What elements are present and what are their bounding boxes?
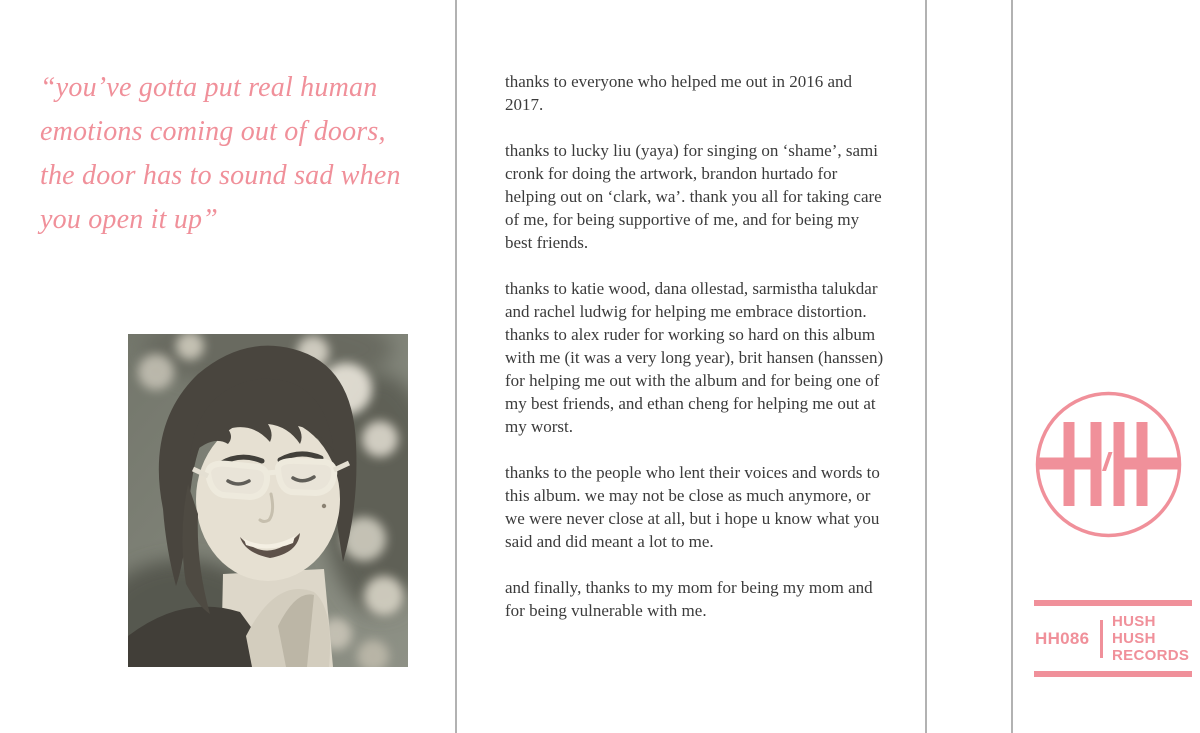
label-name-line1: HUSH HUSH — [1112, 613, 1156, 647]
hush-hush-records-logo-icon — [1034, 391, 1183, 540]
pull-quote-line: emotions coming out of doors, — [40, 116, 386, 147]
catalog-number: HH086 — [1035, 628, 1090, 648]
thank-you-notes — [505, 70, 887, 645]
thanks-paragraph: thanks to katie wood, dana ollestad, sarmistha talukdar and rachel ludwig for helping me embrace distortion. thanks to alex ruder for working so hard on this album with me (it was a very long year), brit hansen (hanssen) for helping me out with the album and for being one of my best friends, and ethan cheng for helping me out at my worst. — [505, 279, 884, 436]
artist-portrait-illustration — [128, 334, 408, 667]
label-name-line2: RECORDS — [1112, 647, 1190, 664]
page-divider-middle — [925, 0, 927, 733]
thanks-paragraph: thanks to the people who lent their voices and words to this album. we may not be close as much anymore, or we were never close at all, but i hope u know what you said and did meant a lot to me. — [505, 463, 880, 551]
pull-quote-line: you open it up” — [40, 204, 218, 235]
page-divider-right — [1011, 0, 1013, 733]
pull-quote — [40, 66, 430, 242]
label-name — [1112, 613, 1192, 664]
pull-quote-line: the door has to sound sad when — [40, 160, 401, 191]
thanks-paragraph: thanks to lucky liu (yaya) for singing on ‘shame’, sami cronk for doing the artwork, brandon hurtado for helping out on ‘clark, wa’. thank you all for taking care of me, for being supportive of me, and for being my best friends. — [505, 141, 882, 252]
pull-quote-line: “you’ve gotta put real human — [40, 72, 378, 103]
catalog-strip — [1034, 600, 1192, 677]
thanks-paragraph: and finally, thanks to my mom for being my mom and for being vulnerable with me. — [505, 578, 873, 620]
thanks-paragraph: thanks to everyone who helped me out in 2016 and 2017. — [505, 72, 853, 114]
catalog-divider — [1100, 620, 1103, 658]
catalog-bottom-rule — [1034, 671, 1192, 677]
artist-portrait-photo — [128, 334, 408, 667]
page-divider-left — [455, 0, 457, 733]
hh-monogram-icon — [1034, 391, 1183, 540]
